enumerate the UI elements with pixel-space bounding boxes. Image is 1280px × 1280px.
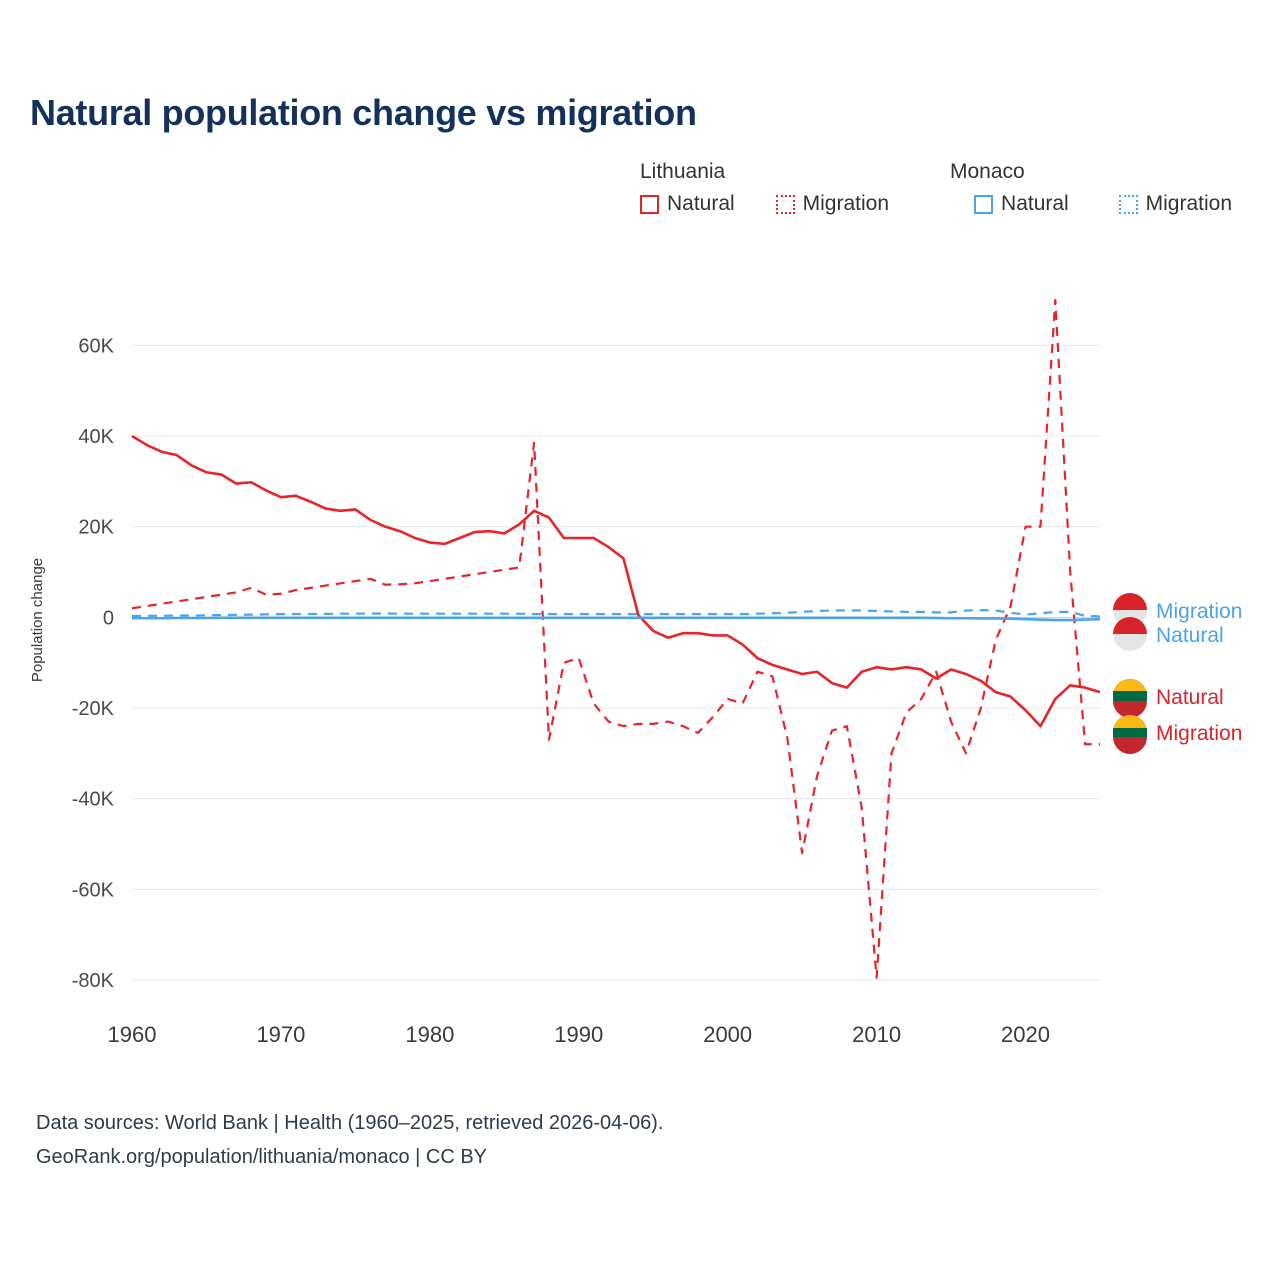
y-tick-label: -80K <box>71 970 114 992</box>
series-line <box>132 436 1100 726</box>
legend-label: Migration <box>1145 192 1232 215</box>
footer-line-attribution: GeoRank.org/population/lithuania/monaco | CC BY <box>36 1146 488 1168</box>
y-tick-label: -20K <box>71 698 114 720</box>
end-label-text: Natural <box>1156 686 1224 709</box>
end-label-text: Natural <box>1156 624 1224 647</box>
footer <box>36 1106 663 1174</box>
monaco-flag-icon <box>1113 593 1147 610</box>
series-end-labels <box>1108 590 1280 790</box>
legend-label: Migration <box>802 192 889 215</box>
series-line <box>132 610 1100 616</box>
y-tick-label: -40K <box>71 788 114 811</box>
x-tick-label: 1980 <box>405 1022 455 1047</box>
legend-country-monaco: Monaco <box>950 160 1025 183</box>
x-tick-label: 2020 <box>1001 1022 1051 1047</box>
y-tick-label: 40K <box>78 426 114 448</box>
series-lines <box>132 300 1100 978</box>
gridlines <box>132 345 1100 980</box>
x-tick-label: 1990 <box>554 1022 604 1047</box>
end-label-text: Migration <box>1156 600 1243 623</box>
x-axis-ticks <box>108 1022 1050 1047</box>
y-tick-label: -60K <box>71 879 114 902</box>
legend-country-lithuania: Lithuania <box>640 160 726 183</box>
y-tick-label: 0 <box>102 607 114 630</box>
legend-label: Natural <box>667 192 735 215</box>
y-axis-ticks <box>72 335 115 992</box>
page-title: Natural population change vs migration <box>30 92 697 133</box>
series-line <box>132 300 1100 978</box>
y-tick-label: 60K <box>78 335 114 358</box>
y-tick-label: 20K <box>78 516 114 539</box>
x-tick-label: 1960 <box>107 1022 157 1047</box>
end-label-lithuania-natural[interactable] <box>1113 679 1224 718</box>
series-line <box>132 618 1100 620</box>
end-label-text: Migration <box>1156 722 1243 745</box>
legend-label: Natural <box>1001 192 1069 215</box>
x-tick-label: 1970 <box>256 1022 306 1047</box>
footer-line-sources: Data sources: World Bank | Health (1960–2025, retrieved 2026-04-06). <box>36 1112 664 1134</box>
end-label-lithuania-migration[interactable] <box>1113 715 1242 754</box>
y-axis-label: Population change <box>29 557 46 683</box>
x-tick-label: 2010 <box>852 1022 902 1047</box>
x-tick-label: 2000 <box>703 1022 753 1047</box>
